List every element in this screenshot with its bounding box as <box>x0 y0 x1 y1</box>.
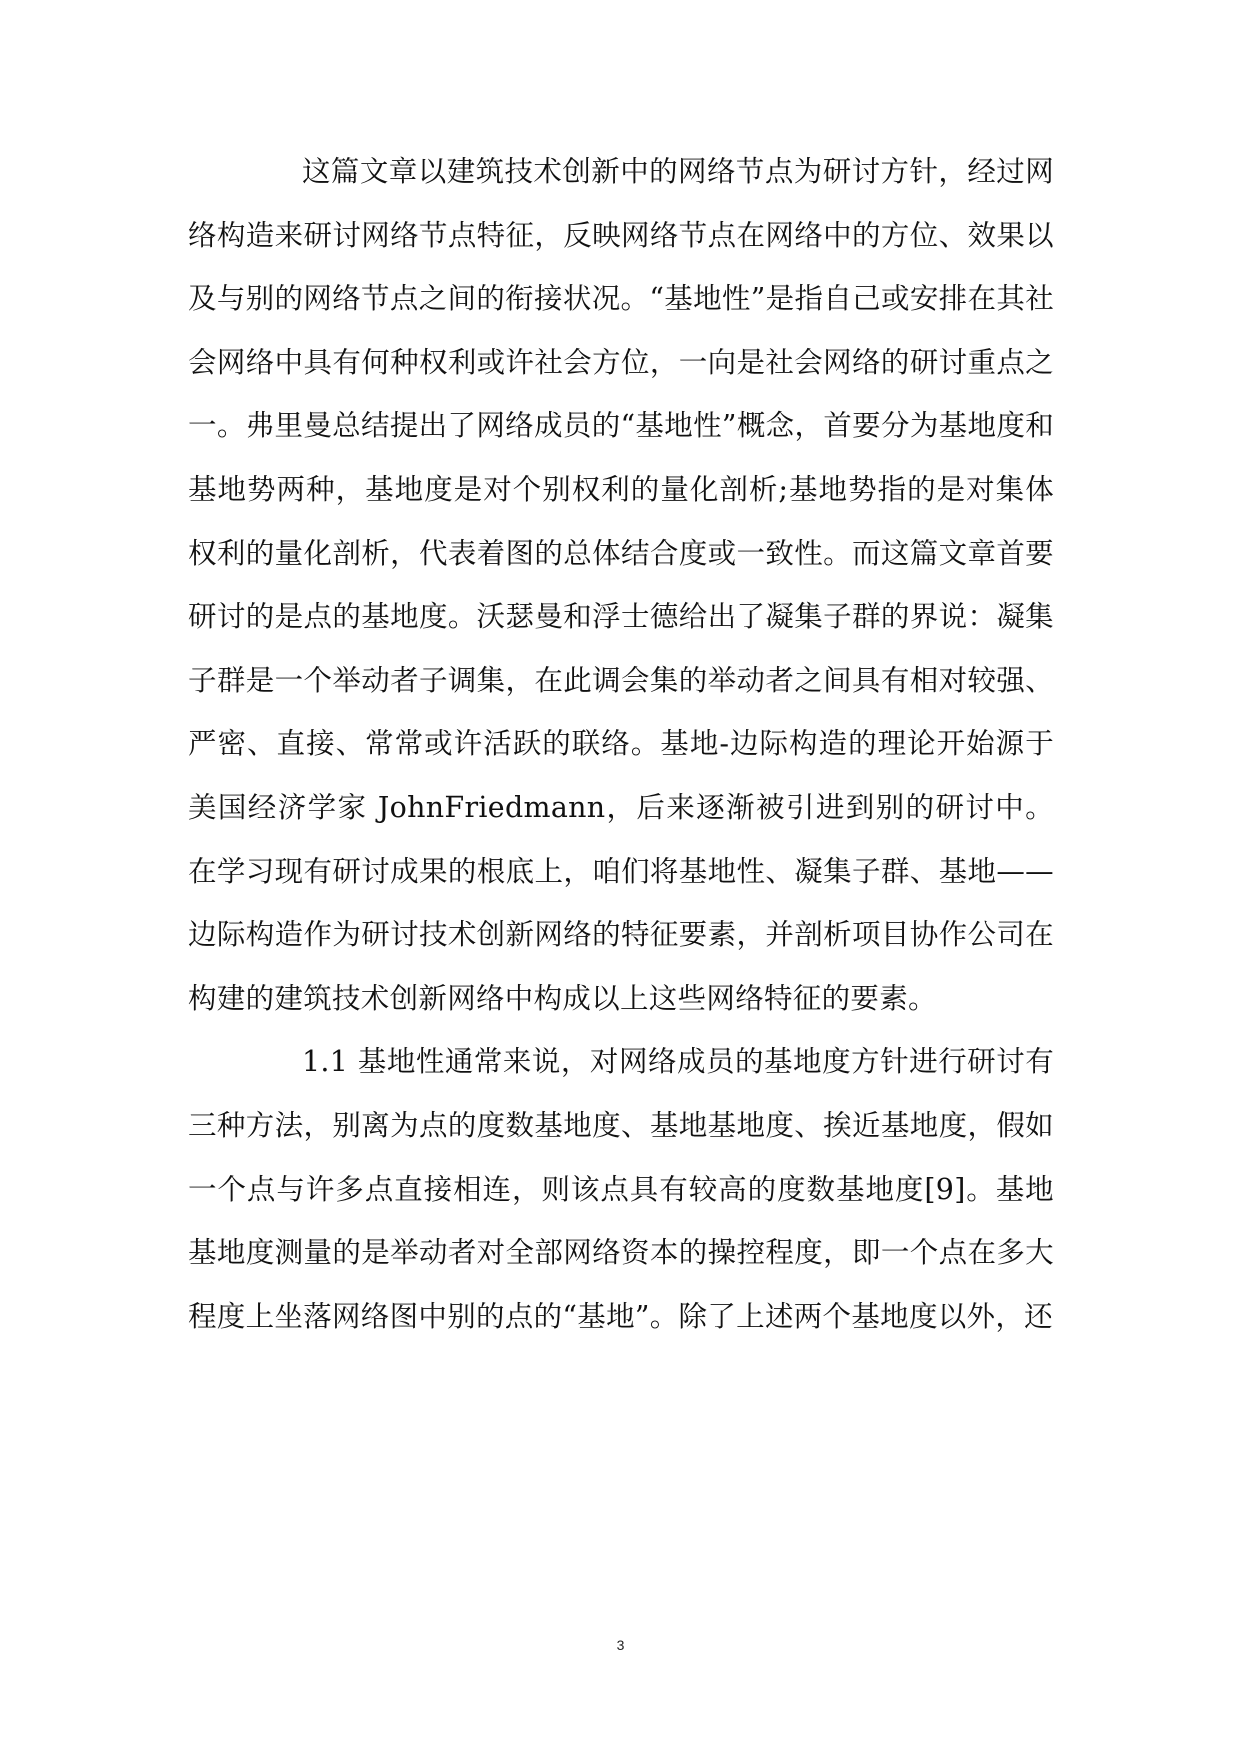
body-text <box>188 140 1054 1348</box>
page-number: 3 <box>616 1637 625 1653</box>
paragraph-intro: 这篇文章以建筑技术创新中的网络节点为研讨方针，经过网络构造来研讨网络节点特征，反映网络节点在网络中的方位、效果以及与别的网络节点之间的衔接状况。“基地性”是指自己或安排在其社会网络中具有何种权利或许社会方位，一向是社会网络的研讨重点之一。弗里曼总结提出了网络成员的“基地性”概念，首要分为基地度和基地势两种，基地度是对个别权利的量化剖析;基地势指的是对集体权利的量化剖析，代表着图的总体结合度或一致性。而这篇文章首要研讨的是点的基地度。沃瑟曼和浮士德给出了凝集子群的界说：凝集子群是一个举动者子调集，在此调会集的举动者之间具有相对较强、严密、直接、常常或许活跃的联络。基地-边际构造的理论开始源于美国经济学家 JohnFriedmann，后来逐渐被引进到别的研讨中。在学习现有研讨成果的根底上，咱们将基地性、凝集子群、基地——边际构造作为研讨技术创新网络的特征要素，并剖析项目协作公司在构建的建筑技术创新网络中构成以上这些网络特征的要素。 <box>188 155 1054 1015</box>
paragraph-centrality: 1.1 基地性通常来说，对网络成员的基地度方针进行研讨有三种方法，别离为点的度数基地度、基地基地度、挨近基地度，假如一个点与许多点直接相连，则该点具有较高的度数基地度[9]。基地基地度测量的是举动者对全部网络资本的操控程度，即一个点在多大程度上坐落网络图中别的点的“基地”。除了上述两个基地度以外，还 <box>188 1045 1054 1333</box>
